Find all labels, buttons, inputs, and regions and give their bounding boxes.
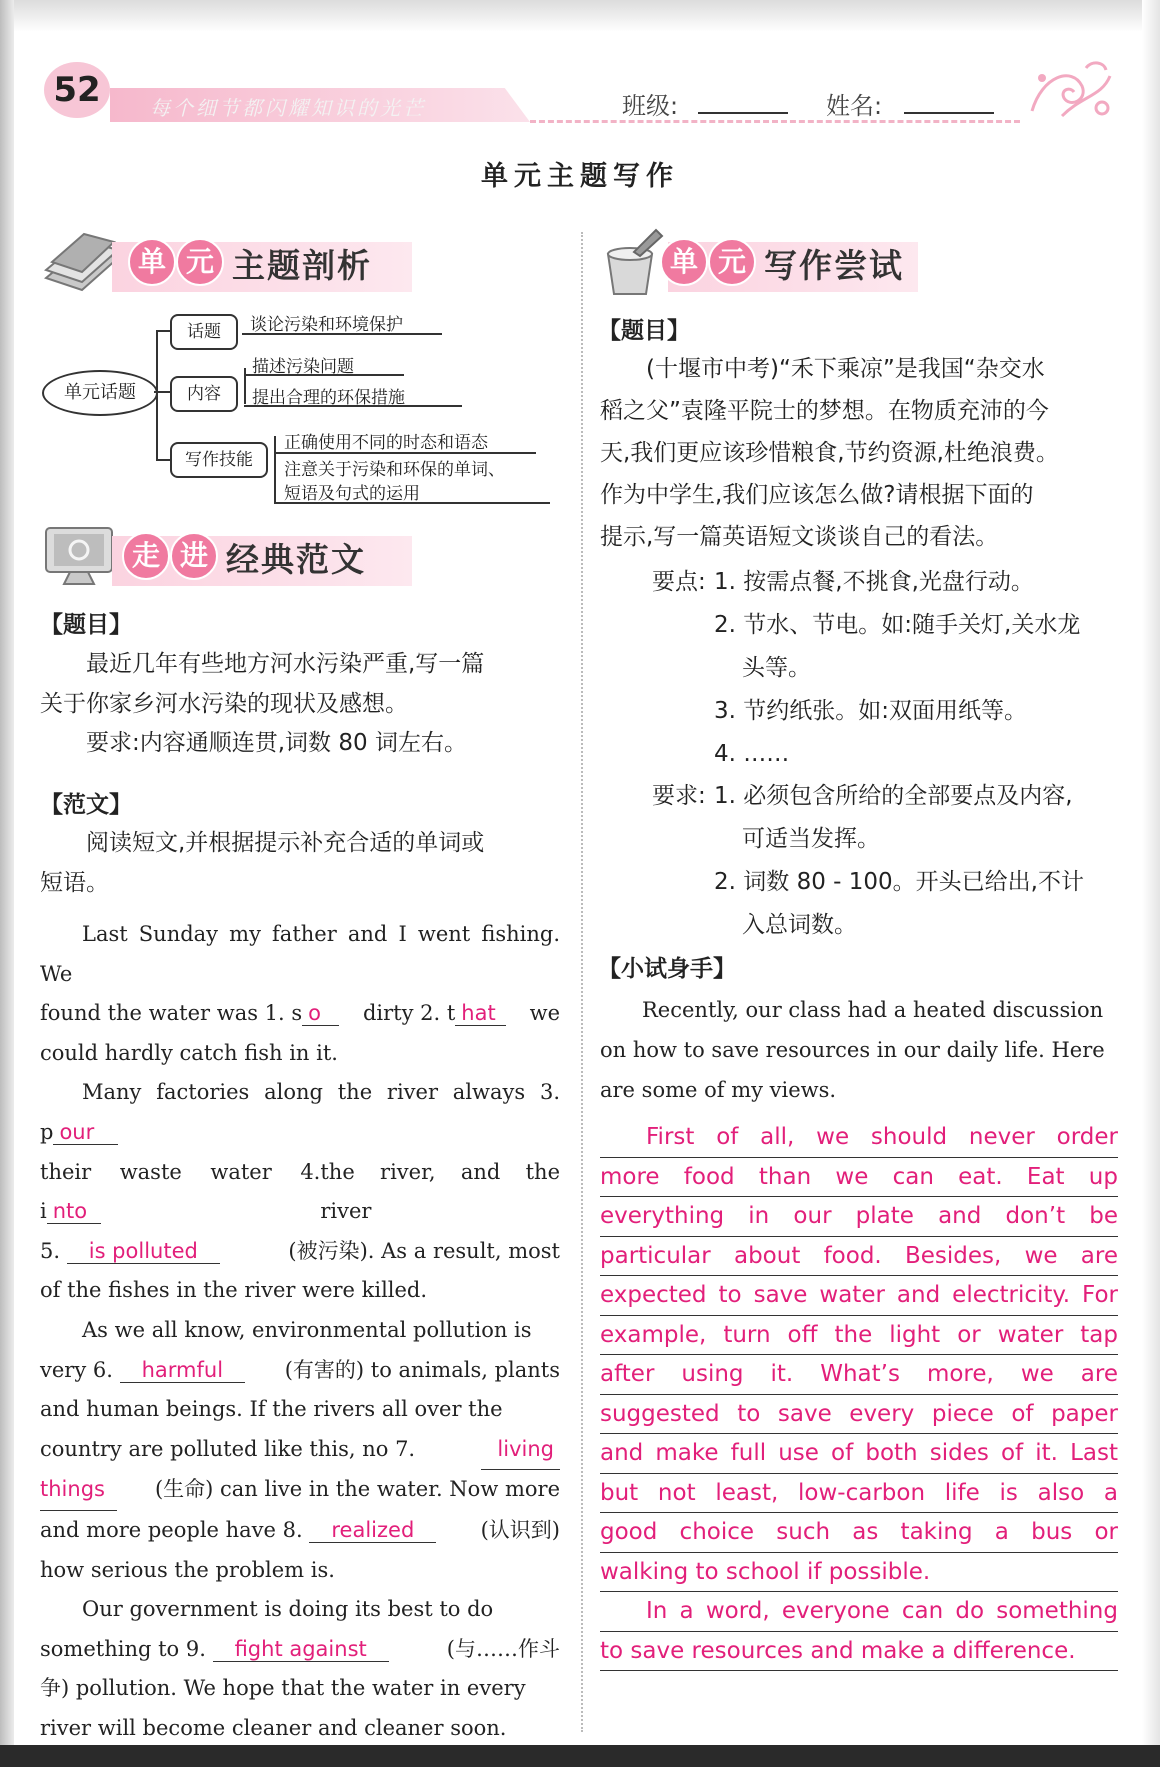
answer-7b[interactable]: things bbox=[40, 1470, 117, 1511]
text-line: Our government is doing its best to do bbox=[82, 1597, 494, 1622]
text: dirty 2. t bbox=[362, 1001, 456, 1026]
answer-8[interactable]: realized bbox=[309, 1518, 436, 1543]
page-left-shadow bbox=[0, 0, 14, 1767]
underline bbox=[242, 333, 442, 335]
text-line: and human beings. If the rivers all over the bbox=[40, 1397, 503, 1422]
mindmap-root: 单元话题 bbox=[42, 370, 158, 416]
class-label: 班级: bbox=[622, 92, 679, 120]
section-writing-try: 单 元 写作尝试 bbox=[598, 228, 968, 302]
mindmap-item: 正确使用不同的时态和语态 bbox=[284, 433, 488, 453]
essay-line: more food than we can eat. Eat up bbox=[600, 1158, 1118, 1198]
text-line: (十堰市中考)“禾下乘凉”是我国“杂交水 bbox=[646, 356, 1045, 382]
text-line: Recently, our class had a heated discussion bbox=[642, 998, 1104, 1022]
text-line: 提示,写一篇英语短文谈谈自己的看法。 bbox=[600, 524, 999, 550]
connector bbox=[156, 330, 170, 332]
text-line: As we all know, environmental pollution is bbox=[82, 1317, 532, 1342]
answer-7a[interactable]: living bbox=[481, 1430, 560, 1471]
essay-line: expected to save water and electricity. For bbox=[600, 1276, 1118, 1316]
point-item: 3. 节约纸张。如:双面用纸等。 bbox=[714, 698, 1028, 724]
sample-essay bbox=[40, 915, 560, 1748]
essay-line: example, turn off the light or water tap bbox=[600, 1316, 1118, 1356]
text: (生命) can live in the water. Now more bbox=[154, 1477, 560, 1502]
student-essay bbox=[600, 1118, 1118, 1671]
essay-line: everything in our plate and don’t be bbox=[600, 1197, 1118, 1237]
floral-ornament-icon bbox=[1022, 56, 1118, 126]
requirements-label: 要求: bbox=[652, 783, 706, 809]
essay-line: In a word, everyone can do something bbox=[600, 1592, 1118, 1632]
text-line bbox=[40, 1630, 560, 1670]
text: very 6. bbox=[40, 1357, 113, 1382]
mindmap-item: 短语及句式的运用 bbox=[284, 484, 420, 504]
page-number: 52 bbox=[44, 62, 110, 118]
text: something to 9. bbox=[40, 1636, 206, 1661]
given-opening bbox=[600, 990, 1118, 1110]
answer-1[interactable]: o bbox=[302, 1001, 339, 1026]
text-line: 稻之父”袁隆平院士的梦想。在物质充沛的今 bbox=[600, 398, 1049, 424]
point-item: 2. 节水、节电。如:随手关灯,关水龙 bbox=[714, 612, 1081, 638]
connector bbox=[156, 459, 170, 461]
try-heading: 【小试身手】 bbox=[598, 956, 736, 982]
sample-heading: 【范文】 bbox=[40, 792, 132, 818]
slogan: 每个细节都闪耀知识的光芒 bbox=[150, 96, 426, 120]
topic-paragraph bbox=[600, 348, 1118, 558]
text-line: of the fishes in the river were killed. bbox=[40, 1278, 428, 1303]
text-line: 阅读短文,并根据提示补充合适的单词或 bbox=[86, 830, 485, 856]
page-title: 单元主题写作 bbox=[481, 161, 679, 192]
requirement-item: 可适当发挥。 bbox=[742, 826, 880, 852]
text: their waste water 4. i bbox=[40, 1159, 321, 1224]
requirement-item: 1. 必须包含所给的全部要点及内容, bbox=[714, 783, 1073, 809]
text-line bbox=[40, 1470, 560, 1511]
underline bbox=[274, 452, 536, 454]
text-line bbox=[40, 1232, 560, 1272]
essay-line: good choice such as taking a bus or bbox=[600, 1513, 1118, 1553]
text-line bbox=[40, 1153, 560, 1232]
essay-line: to save resources and make a difference. bbox=[600, 1632, 1118, 1672]
point-item: 头等。 bbox=[742, 655, 811, 681]
text-line bbox=[40, 1073, 560, 1152]
points-label: 要点: bbox=[652, 569, 706, 595]
answer-6[interactable]: harmful bbox=[120, 1358, 245, 1383]
text: Many factories along the river always 3. p bbox=[40, 1080, 560, 1144]
text: country are polluted like this, no 7. bbox=[40, 1436, 416, 1461]
essay-line: particular about food. Besides, we are bbox=[600, 1237, 1118, 1277]
text: 5. bbox=[40, 1238, 61, 1263]
text-line bbox=[40, 1430, 560, 1471]
text: we bbox=[529, 1001, 560, 1026]
point-item: 4. …… bbox=[714, 741, 790, 767]
text: found the water was 1. s bbox=[40, 1001, 303, 1026]
mindmap-item: 注意关于污染和环保的单词、 bbox=[284, 460, 505, 480]
text-line: how serious the problem is. bbox=[40, 1557, 335, 1582]
text-line: on how to save resources in our daily life. Here bbox=[600, 1038, 1105, 1062]
sample-instruction bbox=[40, 824, 560, 903]
answer-2[interactable]: hat bbox=[455, 1001, 505, 1026]
page-right-shadow bbox=[1142, 0, 1160, 1767]
underline bbox=[244, 374, 404, 376]
text-line: 关于你家乡河水污染的现状及感想。 bbox=[40, 690, 408, 717]
topic-heading: 【题目】 bbox=[598, 318, 690, 344]
mindmap-item: 描述污染问题 bbox=[252, 357, 354, 377]
connector bbox=[156, 330, 158, 460]
section-topic-analysis: 单 元 主题剖析 bbox=[42, 228, 412, 302]
section-title: 经典范文 bbox=[226, 540, 366, 579]
text-line: river will become cleaner and cleaner soon. bbox=[40, 1715, 507, 1740]
answer-9[interactable]: fight against bbox=[213, 1637, 389, 1662]
answer-4[interactable]: nto bbox=[47, 1199, 101, 1224]
essay-line: First of all, we should never order bbox=[600, 1118, 1118, 1158]
text-line: 短语。 bbox=[40, 869, 109, 896]
requirement-item: 入总词数。 bbox=[742, 912, 857, 938]
name-label: 姓名: bbox=[826, 92, 883, 120]
mindmap-branch-content: 内容 bbox=[170, 376, 238, 412]
mindmap-item: 谈论污染和环境保护 bbox=[250, 315, 403, 335]
answer-5[interactable]: is polluted bbox=[67, 1239, 220, 1264]
section-title: 主题剖析 bbox=[232, 246, 372, 285]
paint-bucket-icon bbox=[598, 228, 668, 298]
text-line bbox=[40, 994, 560, 1034]
text-line: 作为中学生,我们应该怎么做?请根据下面的 bbox=[600, 482, 1034, 508]
column-divider bbox=[581, 232, 583, 1732]
essay-line: but not least, low-carbon life is also a bbox=[600, 1474, 1118, 1514]
class-field[interactable] bbox=[698, 112, 788, 114]
essay-line: and make full use of both sides of it. Last bbox=[600, 1434, 1118, 1474]
essay-line: suggested to save every piece of paper bbox=[600, 1395, 1118, 1435]
text-line: could hardly catch fish in it. bbox=[40, 1040, 338, 1065]
text-line: 天,我们更应该珍惜粮食,节约资源,杜绝浪费。 bbox=[600, 440, 1059, 466]
text: (与……作斗 bbox=[446, 1636, 560, 1661]
connector bbox=[274, 436, 276, 502]
underline bbox=[274, 502, 550, 504]
header-dashed-line bbox=[530, 120, 1020, 123]
monitor-icon bbox=[42, 522, 118, 588]
text-line: are some of my views. bbox=[600, 1078, 837, 1102]
text-line bbox=[40, 1351, 560, 1391]
text-line: Last Sunday my father and I went fishing. We bbox=[40, 922, 560, 986]
topic-heading: 【题目】 bbox=[40, 612, 132, 638]
topic-paragraph bbox=[40, 645, 560, 764]
text: and more people have 8. bbox=[40, 1517, 303, 1542]
text-line: 最近几年有些地方河水污染严重,写一篇 bbox=[86, 651, 485, 677]
answer-3[interactable]: our bbox=[53, 1120, 118, 1145]
text-line: 要求:内容通顺连贯,词数 80 词左右。 bbox=[86, 730, 467, 757]
requirement-item: 2. 词数 80 - 100。开头已给出,不计 bbox=[714, 869, 1084, 895]
underline bbox=[244, 405, 462, 407]
name-field[interactable] bbox=[904, 112, 994, 114]
point-item: 1. 按需点餐,不挑食,光盘行动。 bbox=[714, 569, 1034, 595]
text: (认识到) bbox=[480, 1517, 560, 1542]
text: (被污染). As a result, most bbox=[288, 1238, 560, 1263]
section-classic-sample: 走 进 经典范文 bbox=[42, 522, 412, 596]
essay-line: after using it. What’s more, we are bbox=[600, 1355, 1118, 1395]
text-line: 争) pollution. We hope that the water in every bbox=[40, 1676, 526, 1701]
essay-line: walking to school if possible. bbox=[600, 1553, 1118, 1593]
mindmap-branch-skills: 写作技能 bbox=[170, 442, 268, 478]
text: the river, and the river bbox=[320, 1159, 560, 1224]
section-title: 写作尝试 bbox=[764, 246, 904, 285]
page-top-shadow bbox=[0, 0, 1160, 32]
text-line bbox=[40, 1511, 560, 1551]
text: (有害的) to animals, plants bbox=[284, 1357, 560, 1382]
mindmap-item: 提出合理的环保措施 bbox=[252, 388, 405, 408]
books-icon bbox=[42, 228, 122, 294]
mindmap-branch-topic: 话题 bbox=[170, 314, 238, 350]
